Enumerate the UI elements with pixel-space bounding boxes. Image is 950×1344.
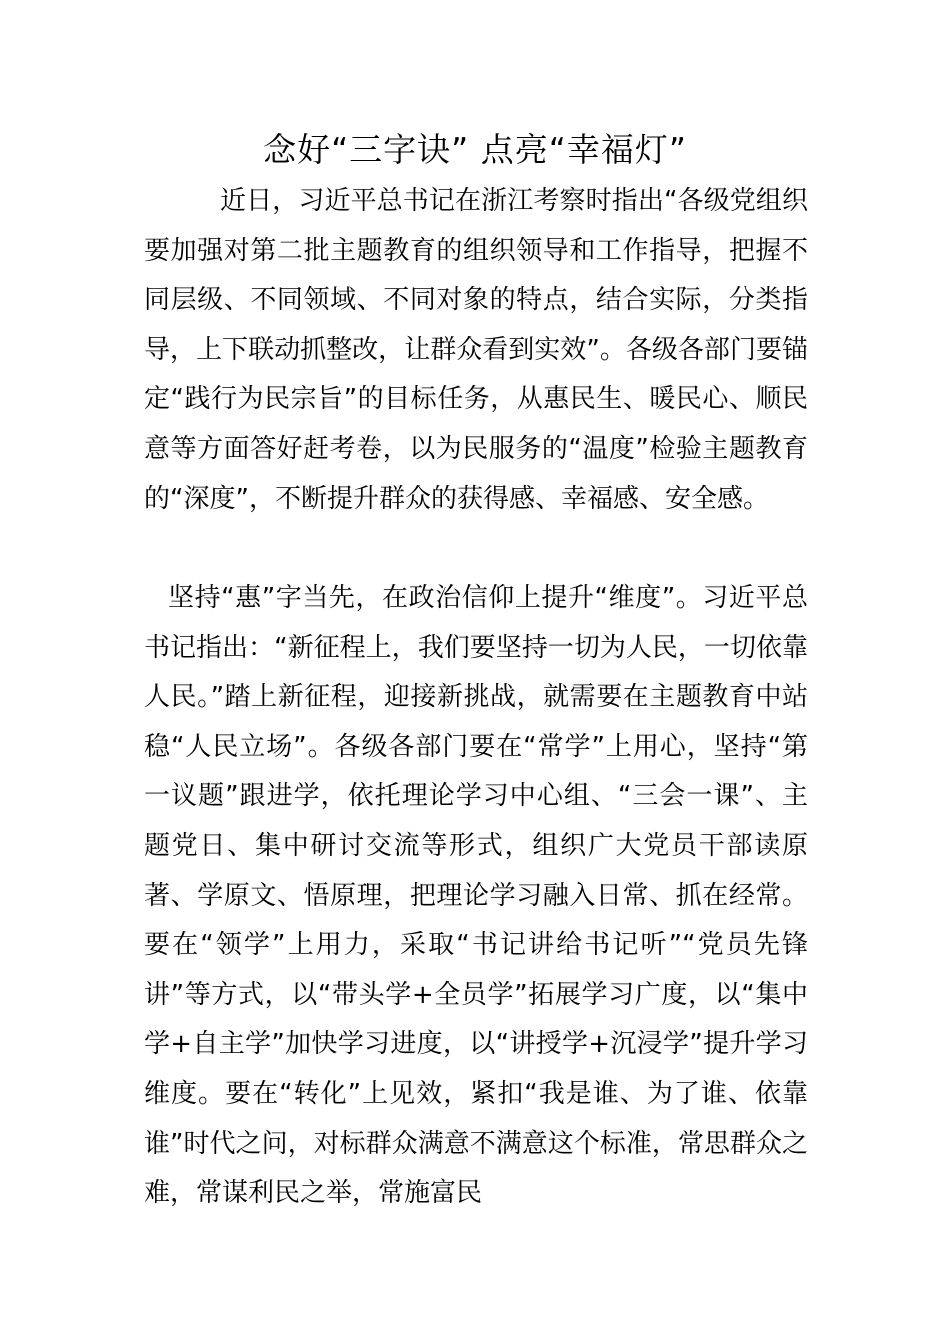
document-title: 念好“三字诀” 点亮“幸福灯” <box>263 130 687 169</box>
paragraph-intro: 近日，习近平总书记在浙江考察时指出“各级党组织要加强对第二批主题教育的组织领导和工作指导，把握不同层级、不同领域、不同对象的特点，结合实际，分类指导，上下联动抓整改，让群众看到实效”。各级各部门要锚定“践行为民宗旨”的目标任务，从惠民生、暖民心、顺民意等方面答好赶考卷，以为民服务的“温度”检验主题教育的“深度”，不断提升群众的获得感、幸福感、安全感。 <box>144 186 808 514</box>
paragraph-hui: 坚持“惠”字当先，在政治信仰上提升“维度”。习近平总书记指出：“新征程上，我们要坚持一切为人民，一切依靠人民。”踏上新征程，迎接新挑战，就需要在主题教育中站稳“人民立场”。各级各部门要在“常学”上用心，坚持“第一议题”跟进学，依托理论学习中心组、“三会一课”、主题党日、集中研讨交流等形式，组织广大党员干部读原著、学原文、悟原理，把理论学习融入日常、抓在经常。要在“领学”上用力，采取“书记讲给书记听”“党员先锋讲”等方式，以“带头学+全员学”拓展学习广度，以“集中学+自主学”加快学习进度，以“讲授学+沉浸学”提升学习维度。要在“转化”上见效，紧扣“我是谁、为了谁、依靠谁”时代之问，对标群众满意不满意这个标准，常思群众之难，常谋利民之举，常施富民 <box>144 583 808 1209</box>
